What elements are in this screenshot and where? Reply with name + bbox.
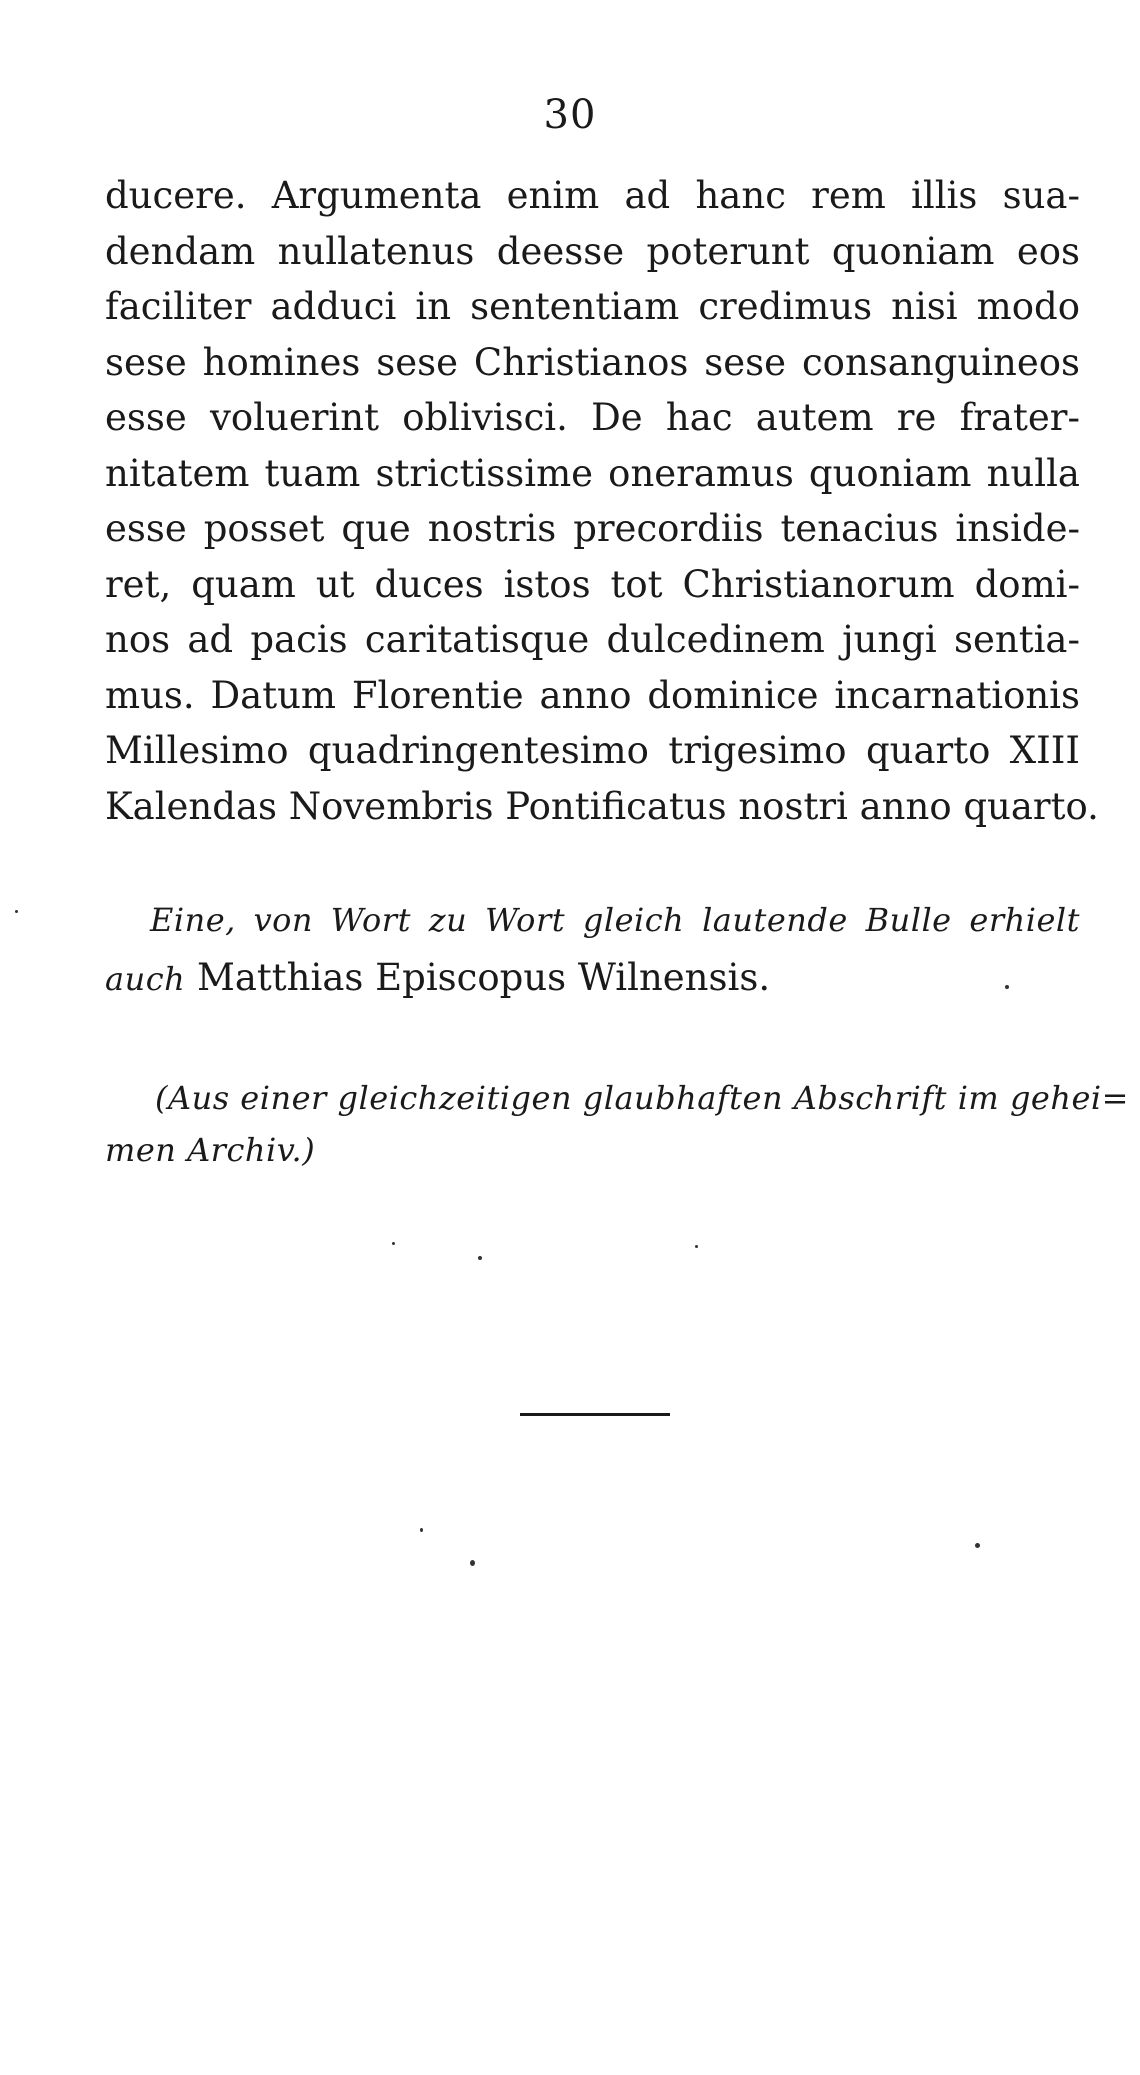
text-line: ret, quam ut duces istos tot Christianorum domi- [105, 562, 1080, 606]
scan-speck [1005, 985, 1009, 989]
text-line: sese homines sese Christianos sese consanguineos [105, 340, 1080, 384]
note-line: Eine, von Wort zu Wort gleich lautende Bulle erhielt [150, 901, 1080, 939]
page-number: 30 [543, 92, 597, 138]
closing-rule [520, 1413, 670, 1416]
scan-speck [392, 1242, 395, 1245]
text-line: esse voluerint oblivisci. De hac autem re frater- [105, 396, 1080, 439]
text-line: faciliter adduci in sententiam credimus nisi modo [105, 285, 1080, 328]
scan-speck [420, 1528, 423, 1532]
scan-speck [975, 1543, 980, 1548]
scan-speck [15, 910, 18, 913]
scan-speck [695, 1245, 698, 1248]
text-line: dendam nullatenus deesse poterunt quoniam eos [105, 229, 1080, 273]
text-line: nitatem tuam strictissime oneramus quoniam nulla [105, 451, 1080, 495]
text-line: esse posset que nostris precordiis tenacius inside- [105, 507, 1080, 550]
scan-speck [478, 1256, 482, 1260]
scan-speck [470, 1560, 475, 1566]
text-line: Millesimo quadringentesimo trigesimo quarto XIII [105, 729, 1080, 772]
note-latin-text: Matthias Episcopus Wilnensis. [196, 956, 771, 999]
source-line: (Aus einer gleichzeitigen glaubhaften Abschrift im gehei= [155, 1079, 1129, 1117]
source-note [105, 1072, 1129, 1176]
text-line: nos ad pacis caritatisque dulcedinem jungi sentia- [105, 618, 1080, 661]
text-line: mus. Datum Florentie anno dominice incarnationis [105, 673, 1080, 717]
text-line: ducere. Argumenta enim ad hanc rem illis sua- [105, 174, 1080, 217]
text-line: Kalendas Novembris Pontificatus nostri anno quarto. [105, 784, 1099, 828]
bull-text [105, 168, 1099, 834]
source-line: men Archiv.) [105, 1131, 316, 1169]
editor-note [105, 892, 1080, 1006]
note-line [105, 949, 1080, 1006]
note-fraktur-word: auch [105, 960, 186, 998]
